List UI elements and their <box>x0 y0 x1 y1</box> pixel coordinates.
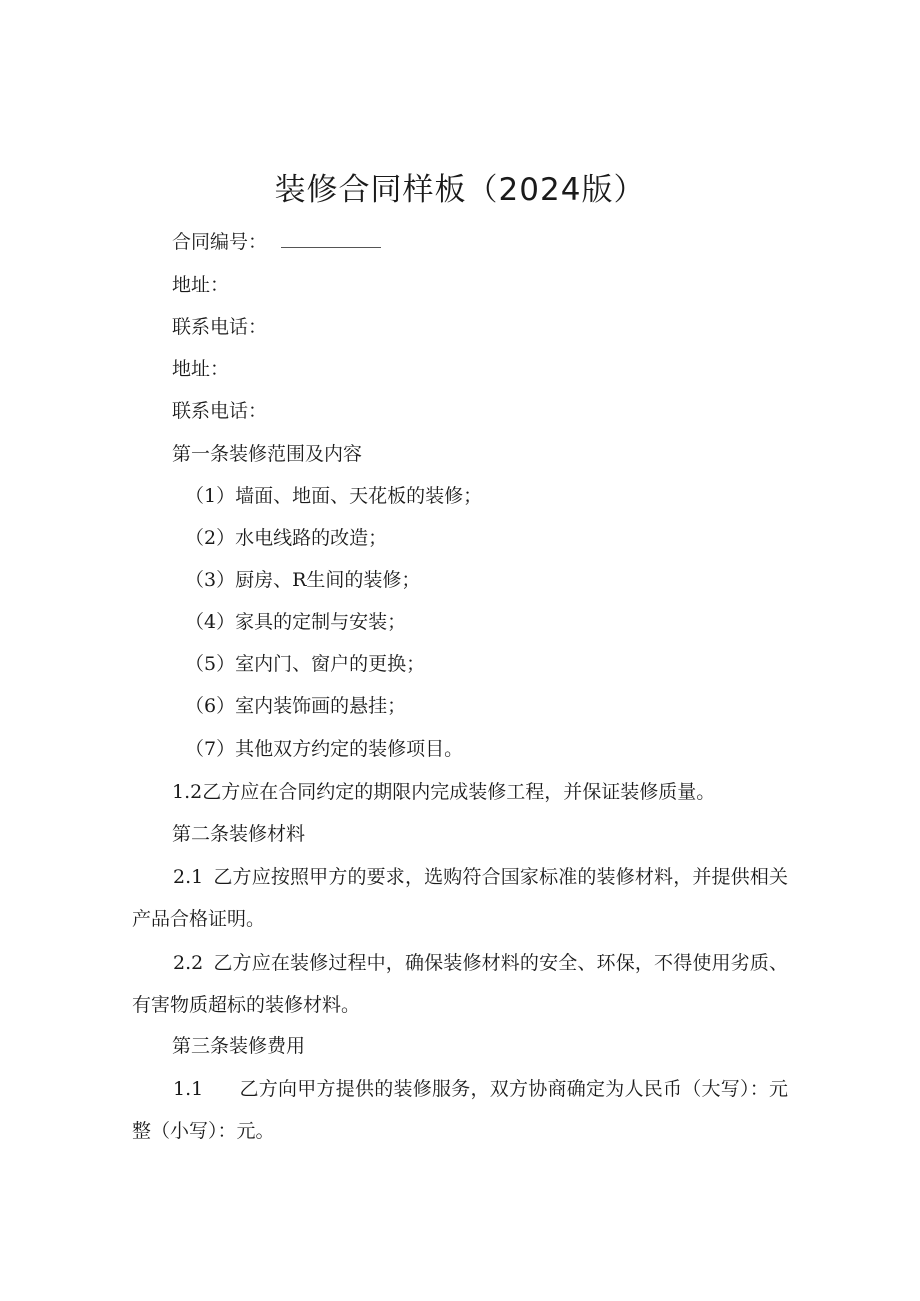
clause-2-2 <box>132 942 788 1026</box>
scope-item-7: （7）其他双方约定的装修项目。 <box>185 738 464 760</box>
clause-3-1-1 <box>132 1068 788 1152</box>
scope-item-5: （5）室内门、窗户的更换； <box>185 653 426 675</box>
contract-number-blank <box>281 233 381 248</box>
scope-item-4: （4）家具的定制与安装； <box>185 611 407 633</box>
clause-2-2-number: 2.2 <box>173 952 204 974</box>
clause-2-1 <box>132 856 788 940</box>
scope-item-2: （2）水电线路的改造； <box>185 527 388 549</box>
clause-2-1-number: 2.1 <box>173 866 204 888</box>
scope-item-1: （1）墙面、地面、天花板的装修； <box>185 485 483 507</box>
scope-item-3: （3）厨房、R生间的装修； <box>185 569 421 591</box>
phone-field-2: 联系电话： <box>172 400 268 422</box>
contract-number-field <box>172 229 381 255</box>
document-title: 装修合同样板（2024版） <box>274 172 646 208</box>
section-1-heading: 第一条装修范围及内容 <box>172 443 363 465</box>
section-2-heading: 第二条装修材料 <box>172 823 306 845</box>
clause-2-2-text: 乙方应在装修过程中，确保装修材料的安全、环保，不得使用劣质、有害物质超标的装修材料。 <box>132 952 788 1016</box>
contract-number-label: 合同编号： <box>172 231 268 253</box>
clause-2-1-text: 乙方应按照甲方的要求，选购符合国家标准的装修材料，并提供相关产品合格证明。 <box>132 866 788 930</box>
clause-3-1-1-text: 乙方向甲方提供的装修服务，双方协商确定为人民币（大写）：元整（小写）：元。 <box>132 1078 788 1142</box>
clause-1-2: 1.2乙方应在合同约定的期限内完成装修工程，并保证装修质量。 <box>172 781 716 803</box>
phone-field-1: 联系电话： <box>172 316 268 338</box>
clause-3-1-1-number: 1.1 <box>173 1078 204 1100</box>
scope-item-6: （6）室内装饰画的悬挂； <box>185 695 407 717</box>
section-3-heading: 第三条装修费用 <box>172 1035 306 1057</box>
address-field-1: 地址： <box>172 274 230 296</box>
address-field-2: 地址： <box>172 358 230 380</box>
